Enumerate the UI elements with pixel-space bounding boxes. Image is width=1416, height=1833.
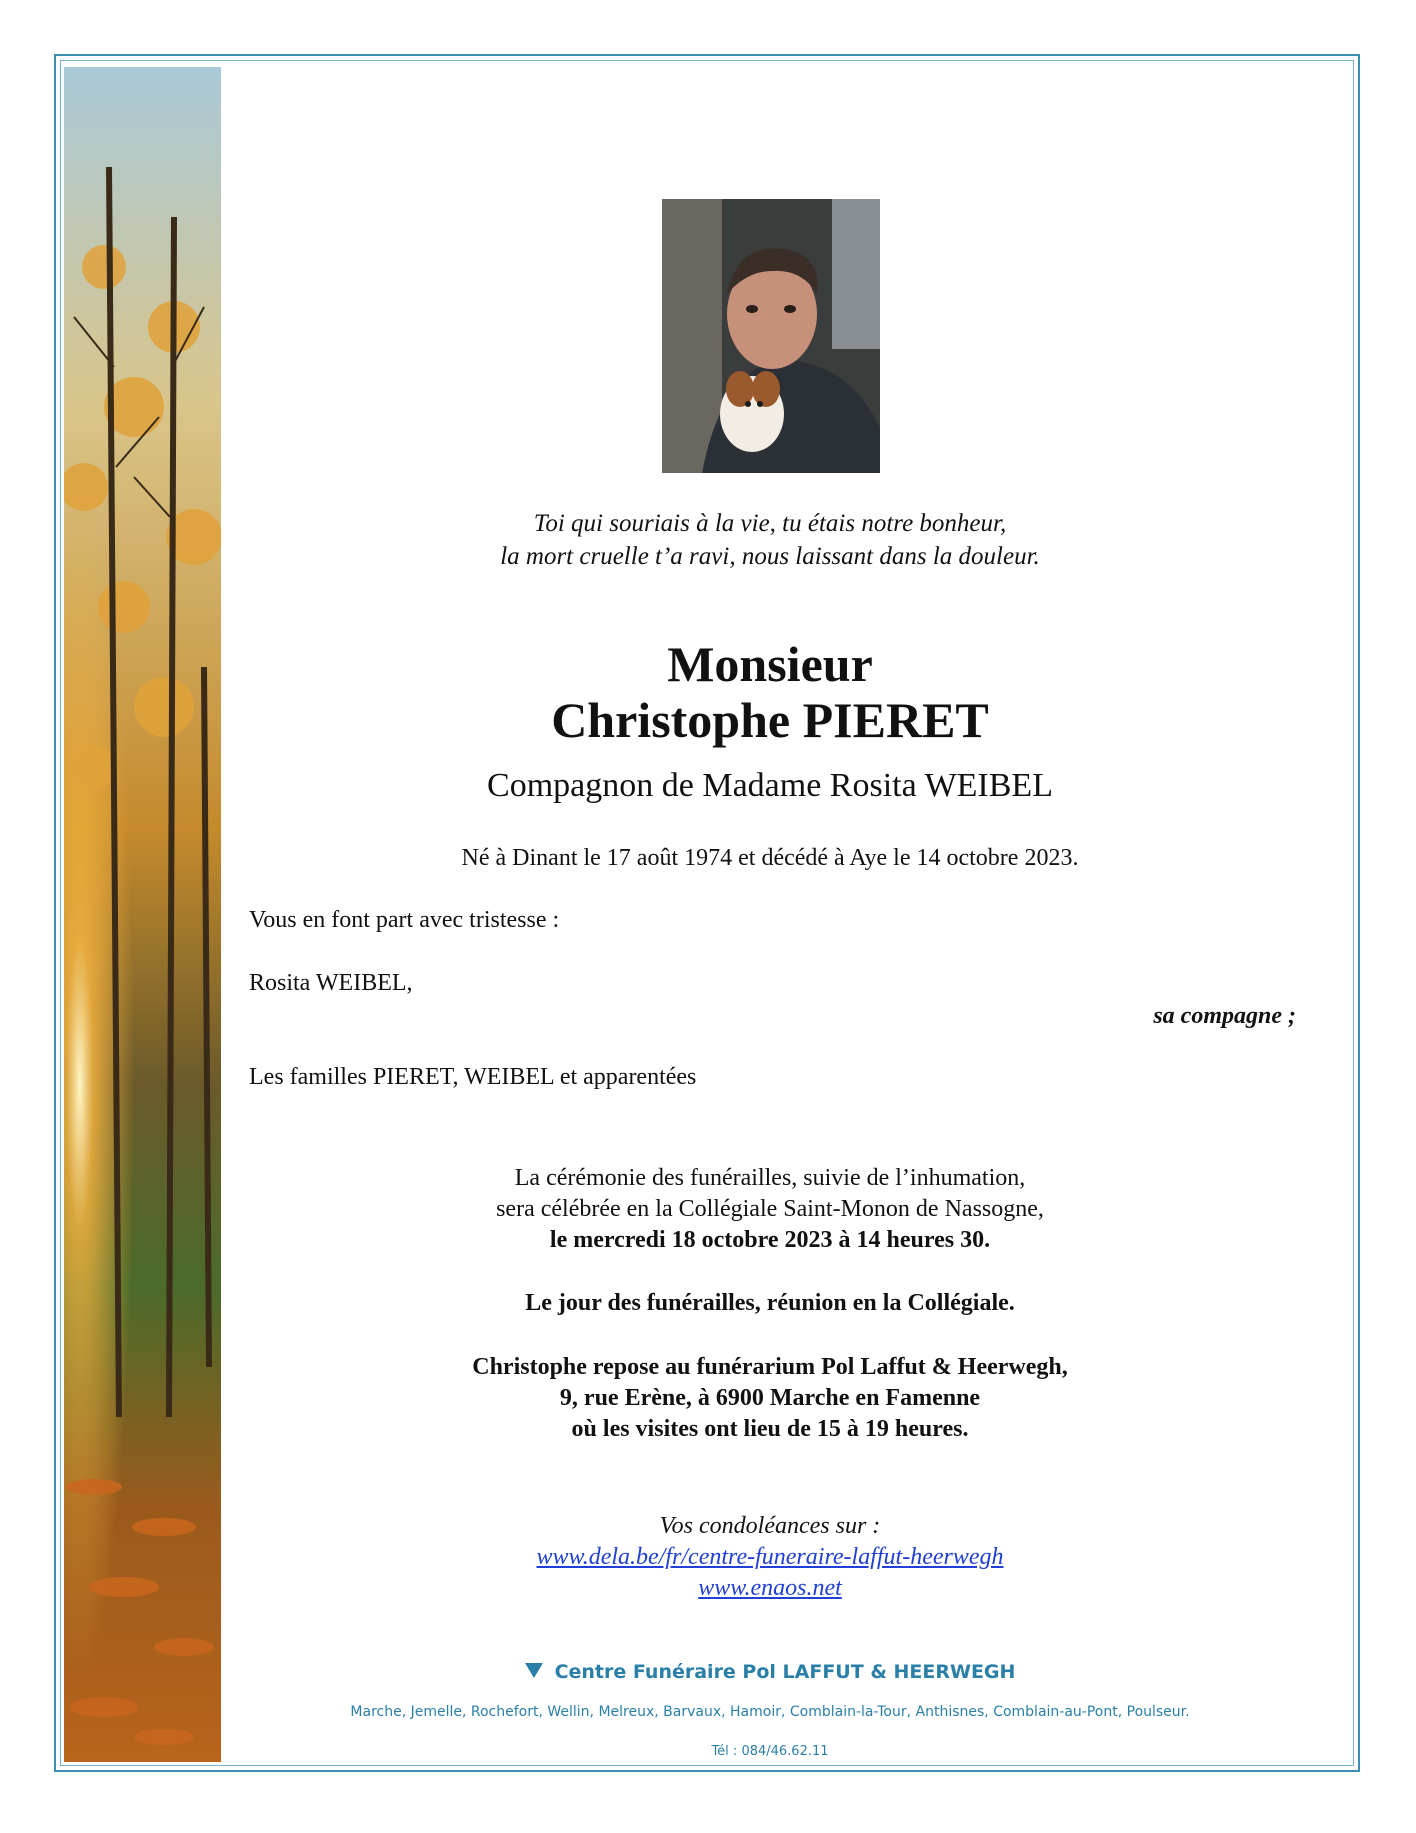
mourner-role: sa compagne ; <box>1153 1003 1296 1029</box>
ceremony-date: le mercredi 18 octobre 2023 à 14 heures 30. <box>549 1227 991 1253</box>
ceremony-info <box>230 1163 1310 1256</box>
honorific: Monsieur <box>667 636 873 692</box>
funerarium-line-1: Christophe repose au funérarium Pol Laffut & Heerwegh, <box>472 1354 1068 1380</box>
verse-line-2: la mort cruelle t’a ravi, nous laissant dans la douleur. <box>500 543 1040 570</box>
deceased-relation: Compagnon de Madame Rosita WEIBEL <box>487 767 1053 804</box>
portrait-photo <box>662 199 880 473</box>
deceased-name: Christophe PIERET <box>551 692 989 748</box>
funeral-center-phone: Tél : 084/46.62.11 <box>711 1744 829 1759</box>
condolences-label: Vos condoléances sur : <box>659 1513 881 1539</box>
autumn-forest-image <box>64 67 221 1762</box>
deceased-title <box>230 636 1310 748</box>
families-line: Les familles PIERET, WEIBEL et apparentées <box>249 1064 697 1090</box>
funerarium-line-2: 9, rue Erène, à 6900 Marche en Famenne <box>559 1385 981 1411</box>
funerarium-info <box>230 1352 1310 1445</box>
ceremony-line-1: La cérémonie des funérailles, suivie de l’inhumation, <box>514 1165 1026 1191</box>
funeral-center-name <box>230 1660 1310 1684</box>
gathering-info: Le jour des funérailles, réunion en la Collégiale. <box>525 1290 1015 1316</box>
condolences-link-enaos[interactable]: www.enaos.net <box>698 1575 842 1601</box>
announcement-line: Vous en font part avec tristesse : <box>249 907 560 933</box>
funeral-center-towns: Marche, Jemelle, Rochefort, Wellin, Melreux, Barvaux, Hamoir, Comblain-la-Tour, Anthisnes, Comblain-au-Pont, Poulseur. <box>350 1704 1190 1720</box>
memorial-verse <box>230 507 1310 573</box>
birth-death-dates: Né à Dinant le 17 août 1974 et décédé à Aye le 14 octobre 2023. <box>461 845 1079 871</box>
verse-line-1: Toi qui souriais à la vie, tu étais notre bonheur, <box>533 510 1007 537</box>
condolences-link-dela[interactable]: www.dela.be/fr/centre-funeraire-laffut-heerwegh <box>536 1544 1004 1570</box>
funeral-center-label: Centre Funéraire Pol LAFFUT & HEERWEGH <box>554 1661 1016 1683</box>
funerarium-line-3: où les visites ont lieu de 15 à 19 heures. <box>571 1416 969 1442</box>
mourner-name: Rosita WEIBEL, <box>249 970 413 996</box>
down-triangle-icon <box>525 1663 543 1678</box>
ceremony-line-2: sera célébrée en la Collégiale Saint-Monon de Nassogne, <box>496 1196 1044 1222</box>
condolences-block <box>230 1511 1310 1604</box>
